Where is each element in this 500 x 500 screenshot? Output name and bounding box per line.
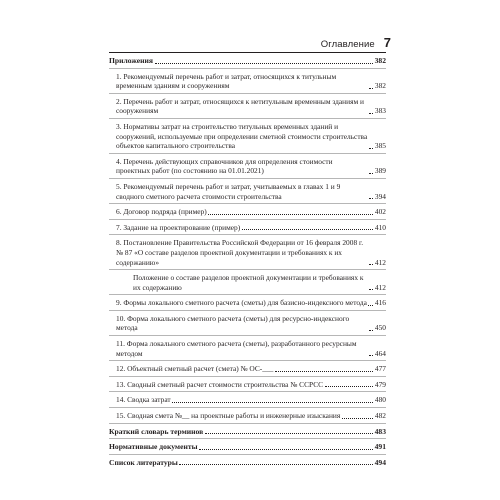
toc-entry xyxy=(109,97,386,116)
toc-entry-title: 15. Сводная смета №__ на проектные работы и инженерные изыскания xyxy=(116,411,341,421)
entry-separator xyxy=(109,203,386,204)
entry-separator xyxy=(109,294,386,295)
toc-entry-title: 1. Рекомендуемый перечень работ и затрат, относящихся к титульным временным зданиям и сооружениям xyxy=(116,71,337,91)
toc-entry-page: 450 xyxy=(374,323,386,333)
toc-entry xyxy=(109,380,386,390)
toc-entry xyxy=(109,273,386,292)
dot-leader xyxy=(368,305,373,306)
dot-leader xyxy=(155,63,374,64)
dot-leader xyxy=(369,289,373,290)
entry-separator xyxy=(109,438,386,439)
dot-leader xyxy=(369,88,373,89)
running-title: Оглавление xyxy=(320,39,375,50)
toc-entry-page: 494 xyxy=(374,457,386,467)
toc-entry xyxy=(109,223,386,233)
entry-separator xyxy=(109,178,386,179)
toc-entry-title: 5. Рекомендуемый перечень работ и затрат, учитываемых в главах 1 и 9 сводного сметного расчета стоимости строительства xyxy=(116,181,341,201)
toc-entry xyxy=(109,122,386,151)
entry-separator xyxy=(109,153,386,154)
entry-separator xyxy=(109,269,386,270)
toc-entry-page: 479 xyxy=(374,379,386,389)
toc-entry-title: Нормативные документы xyxy=(109,442,198,452)
entry-separator xyxy=(109,310,386,311)
toc-entry xyxy=(109,238,386,267)
toc-entry-page: 402 xyxy=(374,207,386,217)
dot-leader xyxy=(342,418,374,419)
toc-entry-title: 7. Задание на проектирование (пример) xyxy=(116,222,241,232)
toc-entry-page: 410 xyxy=(374,222,386,232)
dot-leader xyxy=(369,330,373,331)
dot-leader xyxy=(325,386,374,387)
entry-separator xyxy=(109,234,386,235)
toc-entry xyxy=(109,395,386,405)
dot-leader xyxy=(199,449,373,450)
toc-entry-page: 394 xyxy=(374,191,386,201)
entry-separator xyxy=(109,93,386,94)
dot-leader xyxy=(172,402,373,403)
toc-entry-title: Приложения xyxy=(109,56,154,65)
toc-entry-title: 8. Постановление Правительства Российской Федерации от 16 февраля 2008 г. № 87 «О составе разделов проектной документации и требованиях к их содержанию» xyxy=(116,238,364,267)
running-head xyxy=(321,35,391,49)
toc-entry xyxy=(109,72,386,91)
dot-leader xyxy=(369,264,373,265)
toc-section-entry xyxy=(109,458,386,468)
toc-entry xyxy=(109,411,386,421)
entry-separator xyxy=(109,68,386,69)
entry-separator xyxy=(109,391,386,392)
toc-entry-page: 483 xyxy=(374,426,386,436)
toc-entry-title: 10. Форма локального сметного расчета (сметы) для ресурсно-индексного метода xyxy=(116,313,350,333)
page-number: 7 xyxy=(383,35,391,50)
toc-entry xyxy=(109,339,386,358)
toc-entry-title: Краткий словарь терминов xyxy=(109,426,204,436)
dot-leader xyxy=(369,148,373,149)
toc-entry-title: 2. Перечень работ и затрат, относящихся к нетитульным временным зданиям и сооружениям xyxy=(116,96,364,116)
toc-entry-page: 480 xyxy=(374,395,386,405)
toc-entry-title: 9. Формы локального сметного расчета (сметы) для базисно-индексного метода xyxy=(116,298,367,308)
toc-entry-page: 382 xyxy=(374,56,386,65)
toc-entry-title: 4. Перечень действующих справочников для определения стоимости проектных работ (по состоянию на 01.01.2021) xyxy=(116,156,333,176)
dot-leader xyxy=(369,198,373,199)
dot-leader xyxy=(275,371,374,372)
dot-leader xyxy=(369,113,373,114)
dot-leader xyxy=(205,433,373,434)
entry-separator xyxy=(109,423,386,424)
toc-entry-page: 464 xyxy=(374,348,386,358)
dot-leader xyxy=(208,214,373,215)
dot-leader xyxy=(369,173,373,174)
toc-entry-page: 482 xyxy=(374,411,386,421)
toc-entry-page: 412 xyxy=(374,257,386,267)
dot-leader xyxy=(242,229,374,230)
toc-entry-title: 11. Форма локального сметного расчета (сметы), разработанного ресурсным методом xyxy=(116,339,357,358)
toc-entry-title: 3. Нормативы затрат на строительство титульных временных зданий и сооружений, используемые при определении сметной стоимости строительства объектов капитального строительства xyxy=(116,121,368,151)
toc-entry xyxy=(109,182,386,201)
toc-entry-page: 389 xyxy=(374,166,386,176)
table-of-contents xyxy=(109,56,386,467)
toc-entry xyxy=(109,207,386,217)
toc-entry xyxy=(109,157,386,176)
toc-entry-title: 14. Сводка затрат xyxy=(116,395,171,405)
entry-separator xyxy=(109,118,386,119)
toc-entry-page: 385 xyxy=(374,141,386,151)
toc-entry-page: 491 xyxy=(374,442,386,452)
toc-entry-page: 416 xyxy=(374,298,386,308)
toc-entry-page: 477 xyxy=(374,364,386,374)
dot-leader xyxy=(179,464,373,465)
entry-separator xyxy=(109,360,386,361)
toc-entry xyxy=(109,314,386,333)
toc-entry-title: Список литературы xyxy=(109,457,178,467)
toc-entry-title: Положение о составе разделов проектной документации и требованиях к их содержанию xyxy=(133,273,364,292)
toc-section-entry xyxy=(109,56,386,66)
header-rule xyxy=(109,52,386,53)
entry-separator xyxy=(109,407,386,408)
entry-separator xyxy=(109,335,386,336)
toc-entry-page: 382 xyxy=(374,81,386,91)
toc-section-entry xyxy=(109,427,386,437)
toc-entry-title: 13. Сводный сметный расчет стоимости строительства № ССРСС xyxy=(116,379,324,389)
entry-separator xyxy=(109,376,386,377)
toc-entry-page: 412 xyxy=(374,282,386,292)
toc-entry-page: 383 xyxy=(374,106,386,116)
toc-section-entry xyxy=(109,442,386,452)
toc-entry-title: 12. Объектный сметный расчет (смета) № ОС-___ xyxy=(116,364,274,374)
toc-entry-title: 6. Договор подряда (пример) xyxy=(116,207,207,217)
dot-leader xyxy=(369,355,373,356)
toc-entry xyxy=(109,298,386,308)
entry-separator xyxy=(109,219,386,220)
entry-separator xyxy=(109,454,386,455)
toc-entry xyxy=(109,364,386,374)
